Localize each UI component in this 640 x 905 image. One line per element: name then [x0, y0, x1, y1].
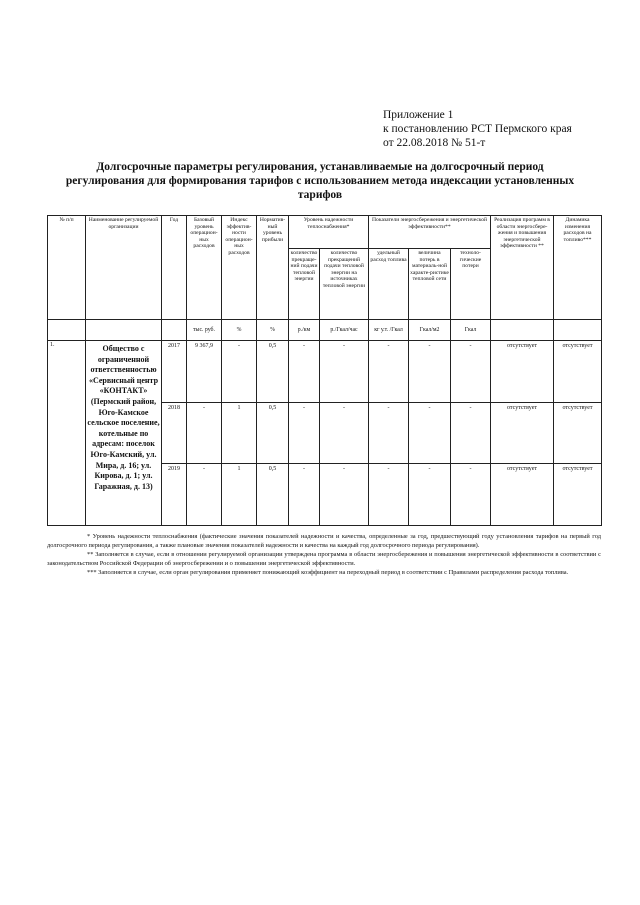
unit-index: % [222, 320, 257, 341]
cell-base: - [187, 403, 222, 464]
table-row [48, 341, 602, 403]
cell-rel1: - [289, 341, 320, 403]
cell-en3: - [451, 464, 491, 526]
cell-en2: - [409, 403, 451, 464]
cell-en2: - [409, 464, 451, 526]
header-index: Индекс эффектив-ности операцион-ных расходов [222, 216, 257, 320]
unit-en2: Гкал/м2 [409, 320, 451, 341]
cell-program: отсутствует [491, 403, 554, 464]
cell-index: 1 [222, 464, 257, 526]
cell-norm: 0,5 [257, 464, 289, 526]
unit-rel2: р./Гкал/час [320, 320, 369, 341]
row-number: 1. [48, 341, 86, 526]
cell-rel2: - [320, 341, 369, 403]
cell-en3: - [451, 341, 491, 403]
cell-year: 2019 [162, 464, 187, 526]
cell-year: 2017 [162, 341, 187, 403]
header-norm: Норматив-ный уровень прибыли [257, 216, 289, 320]
appendix-line-2: к постановлению РСТ Пермского края [383, 123, 572, 135]
footnote-2: ** Заполняется в случае, если в отношении регулируемой организации утверждена программа в области энергосбережения и повышения энергетической эффективности в соответствии с законодательством Российской Федерации об энергосбережении и о повышении энергетической эффективности. [47, 551, 601, 567]
cell-rel2: - [320, 464, 369, 526]
header-en-sub1: удельный расход топлива [369, 249, 409, 320]
footnote-3: *** Заполняется в случае, если орган регулирования применяет понижающий коэффициент на переходный период в соответствии с Правилами распределения расхода топлива. [87, 569, 569, 576]
parameters-table [47, 215, 602, 526]
header-org: Наименование регулируемой организации [86, 216, 162, 320]
header-dynamics: Динамика изменения расходов на топливо*** [554, 216, 602, 320]
header-energy: Показатели энергосбережения и энергетической эффективности** [369, 216, 491, 249]
cell-year: 2018 [162, 403, 187, 464]
header-num: № п/п [48, 216, 86, 320]
appendix-line-3: от 22.08.2018 № 51-т [383, 137, 486, 149]
organization-name: Общество с ограниченной ответственностью «Сервисный центр «КОНТАКТ» (Пермский район, Юго-Камское сельское поселение, котельные по адресам: поселок Юго-Камский, ул. Мира, д. 16; ул. Кирова, д. 1; ул. Гаражная, д. 13) [86, 341, 162, 526]
cell-rel1: - [289, 403, 320, 464]
cell-index: 1 [222, 403, 257, 464]
header-en-sub3: техноло-гические потери [451, 249, 491, 320]
unit-norm: % [257, 320, 289, 341]
unit-base: тыс. руб. [187, 320, 222, 341]
cell-program: отсутствует [491, 464, 554, 526]
cell-dynamics: отсутствует [554, 341, 602, 403]
cell-en1: - [369, 464, 409, 526]
appendix-line-1: Приложение 1 [383, 109, 454, 121]
cell-en1: - [369, 341, 409, 403]
cell-base: - [187, 464, 222, 526]
cell-en2: - [409, 341, 451, 403]
cell-base: 9 367,9 [187, 341, 222, 403]
footnotes [47, 532, 601, 577]
header-en-sub2: величина потерь в материаль-ной характе-ристике тепловой сети [409, 249, 451, 320]
cell-norm: 0,5 [257, 341, 289, 403]
header-year: Год [162, 216, 187, 320]
unit-en3: Гкал [451, 320, 491, 341]
document-title: Долгосрочные параметры регулирования, устанавливаемые на долгосрочный период регулирования для формирования тарифов с использованием метода индексации установленных тарифов [65, 161, 575, 201]
cell-dynamics: отсутствует [554, 403, 602, 464]
units-row [48, 320, 602, 341]
header-rel-sub1: количество прекраще-ний подачи тепловой энергии [289, 249, 320, 320]
header-row [48, 216, 602, 249]
cell-en3: - [451, 403, 491, 464]
cell-rel1: - [289, 464, 320, 526]
appendix-header [383, 108, 572, 150]
cell-en1: - [369, 403, 409, 464]
unit-rel1: р./км [289, 320, 320, 341]
cell-dynamics: отсутствует [554, 464, 602, 526]
cell-rel2: - [320, 403, 369, 464]
header-base: Базовый уровень операцион-ных расходов [187, 216, 222, 320]
cell-program: отсутствует [491, 341, 554, 403]
footnote-1: * Уровень надежности теплоснабжения (фактические значения показателей надежности и качества, определенные за год, предшествующий году установления тарифов на первый год долгосрочного периода регулирования, а также плановые значения показателей надежности и качества на каждый год долгосрочного периода регулирования). [47, 533, 601, 549]
cell-norm: 0,5 [257, 403, 289, 464]
header-program: Реализация программ в области энергосбере-жения и повышения энергетической эффективности ** [491, 216, 554, 320]
header-reliability: Уровень надежности теплоснабжения* [289, 216, 369, 249]
cell-index: - [222, 341, 257, 403]
header-rel-sub2: количество прекращений подачи тепловой энергии на источниках тепловой энергии [320, 249, 369, 320]
unit-en1: кг у.т. /Гкал [369, 320, 409, 341]
